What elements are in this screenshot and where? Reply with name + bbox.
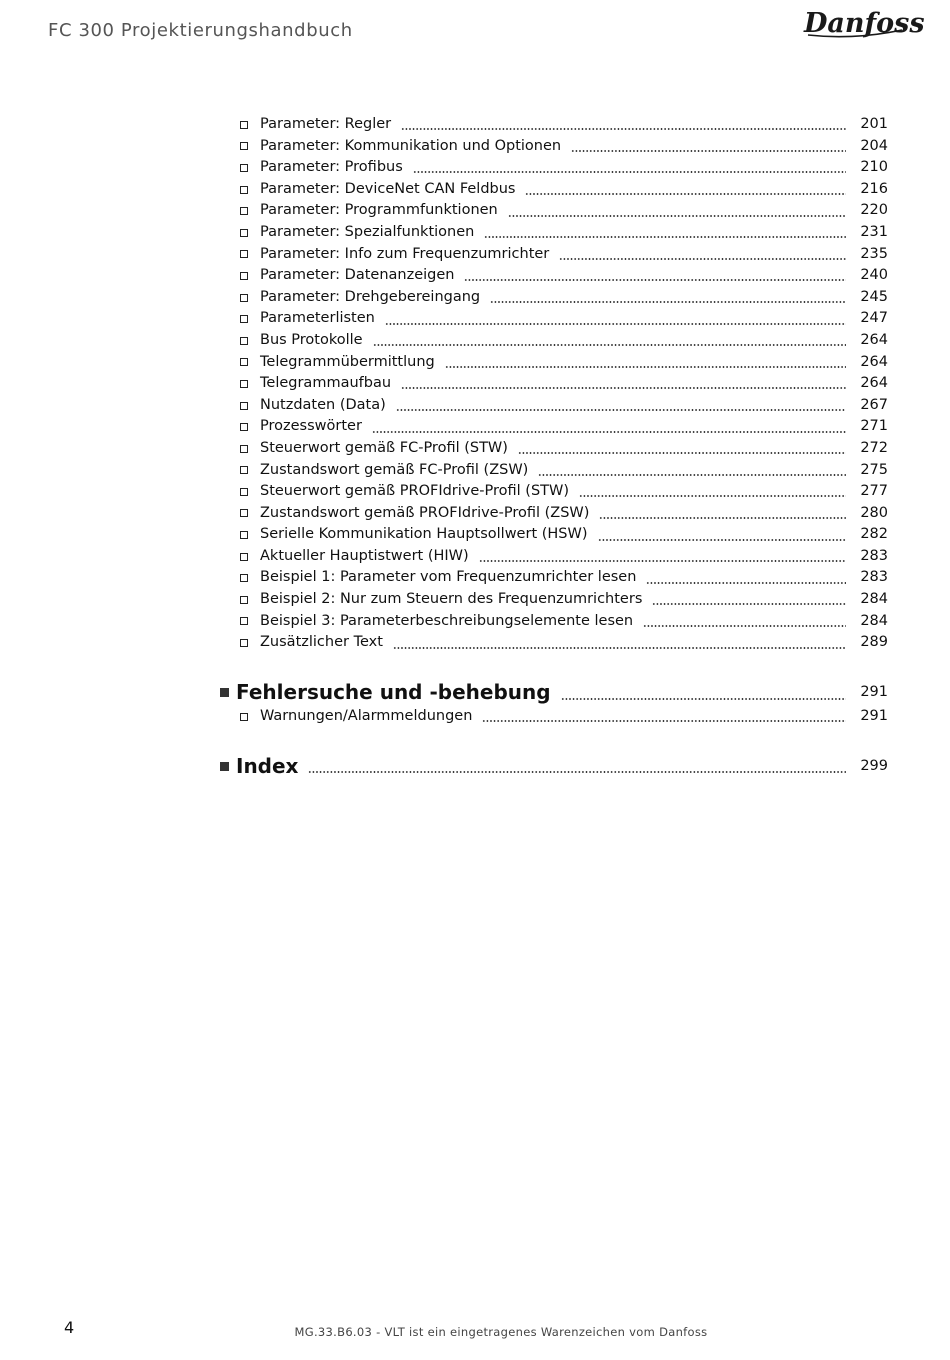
toc-entry[interactable] xyxy=(220,200,888,222)
dot-leader xyxy=(445,366,846,368)
toc-chapter-index[interactable] xyxy=(220,753,888,779)
toc-page-number: 264 xyxy=(860,353,888,370)
toc-entry-label: Zustandswort gemäß PROFIdrive-Profil (ZSW) xyxy=(260,504,590,521)
hollow-square-bullet-icon xyxy=(240,294,248,302)
toc-entry[interactable] xyxy=(220,567,888,589)
dot-leader xyxy=(373,344,846,346)
hollow-square-bullet-icon xyxy=(240,596,248,604)
toc-page-number: 282 xyxy=(860,526,888,543)
toc-page-number: 283 xyxy=(860,569,888,586)
dot-leader xyxy=(646,582,846,584)
toc-page-number: 245 xyxy=(860,288,888,305)
hollow-square-bullet-icon xyxy=(240,142,248,150)
hollow-square-bullet-icon xyxy=(240,445,248,453)
toc-page-number: 240 xyxy=(860,267,888,284)
hollow-square-bullet-icon xyxy=(240,380,248,388)
toc-entry[interactable] xyxy=(220,330,888,352)
toc-entry-label: Nutzdaten (Data) xyxy=(260,396,386,413)
hollow-square-bullet-icon xyxy=(240,315,248,323)
toc-entry[interactable] xyxy=(220,706,888,728)
toc-entry-label: Beispiel 1: Parameter vom Frequenzumrichter lesen xyxy=(260,569,637,586)
filled-square-bullet-icon xyxy=(220,762,229,771)
toc-entry[interactable] xyxy=(220,632,888,654)
dot-leader xyxy=(561,698,846,700)
toc-page-number: 231 xyxy=(860,223,888,240)
hollow-square-bullet-icon xyxy=(240,617,248,625)
toc-entry[interactable] xyxy=(220,287,888,309)
toc-entry[interactable] xyxy=(220,589,888,611)
toc-entry-label: Telegrammübermittlung xyxy=(260,353,435,370)
toc-entry[interactable] xyxy=(220,611,888,633)
hollow-square-bullet-icon xyxy=(240,402,248,410)
dot-leader xyxy=(401,387,846,389)
dot-leader xyxy=(598,539,847,541)
toc-entry[interactable] xyxy=(220,352,888,374)
toc-chapter-fehlersuche[interactable] xyxy=(220,680,888,706)
toc-entry-label: Steuerwort gemäß PROFIdrive-Profil (STW) xyxy=(260,483,570,500)
dot-leader xyxy=(579,495,846,497)
hollow-square-bullet-icon xyxy=(240,207,248,215)
svg-text:Danfoss: Danfoss xyxy=(804,8,925,39)
toc-entry[interactable] xyxy=(220,524,888,546)
page-footer xyxy=(0,1325,950,1339)
toc-page-number: 284 xyxy=(860,591,888,608)
toc-entry[interactable] xyxy=(220,481,888,503)
dot-leader xyxy=(490,301,846,303)
toc-entry-label: Telegrammaufbau xyxy=(260,375,392,392)
toc-entry[interactable] xyxy=(220,503,888,525)
dot-leader xyxy=(571,150,846,152)
toc-page-number: 283 xyxy=(860,547,888,564)
hollow-square-bullet-icon xyxy=(240,229,248,237)
toc-entry-label: Parameter: Info zum Frequenzumrichter xyxy=(260,245,550,262)
toc-entry[interactable] xyxy=(220,546,888,568)
hollow-square-bullet-icon xyxy=(240,553,248,561)
toc-entry-label: Parameter: Drehgebereingang xyxy=(260,288,481,305)
dot-leader xyxy=(599,517,846,519)
toc-entry-label: Aktueller Hauptistwert (HIW) xyxy=(260,547,469,564)
dot-leader xyxy=(518,452,846,454)
toc-entry-label: Beispiel 3: Parameterbeschreibungselemente lesen xyxy=(260,612,634,629)
dot-leader xyxy=(401,128,846,130)
toc-entry-label: Parameter: Datenanzeigen xyxy=(260,267,455,284)
hollow-square-bullet-icon xyxy=(240,164,248,172)
toc-page-number: 291 xyxy=(860,684,888,701)
toc-page-number: 235 xyxy=(860,245,888,262)
toc-entry[interactable] xyxy=(220,244,888,266)
hollow-square-bullet-icon xyxy=(240,337,248,345)
hollow-square-bullet-icon xyxy=(240,423,248,431)
toc-entry-label: Steuerwort gemäß FC-Profil (STW) xyxy=(260,439,508,456)
dot-leader xyxy=(479,560,846,562)
toc-entry-label: Prozesswörter xyxy=(260,418,362,435)
toc-entry-label: Parameter: DeviceNet CAN Feldbus xyxy=(260,180,516,197)
dot-leader xyxy=(559,258,846,260)
toc-chapter-label: Index xyxy=(236,753,299,778)
toc-page-number: 275 xyxy=(860,461,888,478)
dot-leader xyxy=(484,236,846,238)
toc-page-number: 272 xyxy=(860,439,888,456)
toc-entry[interactable] xyxy=(220,308,888,330)
toc-entry-label: Parameter: Programmfunktionen xyxy=(260,202,498,219)
toc-entry[interactable] xyxy=(220,373,888,395)
hollow-square-bullet-icon xyxy=(240,509,248,517)
toc-page-number: 299 xyxy=(860,757,888,774)
toc-entry-label: Parameter: Spezialfunktionen xyxy=(260,223,475,240)
toc-entry[interactable] xyxy=(220,179,888,201)
hollow-square-bullet-icon xyxy=(240,488,248,496)
toc-entry-list xyxy=(220,114,888,654)
dot-leader xyxy=(508,215,846,217)
filled-square-bullet-icon xyxy=(220,688,229,697)
toc-page-number: 271 xyxy=(860,418,888,435)
toc-page-number: 201 xyxy=(860,116,888,132)
hollow-square-bullet-icon xyxy=(240,250,248,258)
toc-page-number: 289 xyxy=(860,634,888,651)
toc-entry[interactable] xyxy=(220,395,888,417)
toc-entry-label: Bus Protokolle xyxy=(260,331,363,348)
toc-entry-label: Parameter: Regler xyxy=(260,116,392,132)
dot-leader xyxy=(413,171,846,173)
footer-text: MG.33.B6.03 - VLT ist ein eingetragenes Warenzeichen vom Danfoss xyxy=(294,1325,708,1339)
hollow-square-bullet-icon xyxy=(240,121,248,129)
toc-page-number: 210 xyxy=(860,159,888,176)
toc-entry[interactable] xyxy=(220,136,888,158)
page-header-title: FC 300 Projektierungshandbuch xyxy=(48,20,353,41)
hollow-square-bullet-icon xyxy=(240,713,248,721)
hollow-square-bullet-icon xyxy=(240,186,248,194)
toc-page-number: 264 xyxy=(860,375,888,392)
toc-entry-label: Beispiel 2: Nur zum Steuern des Frequenzumrichters xyxy=(260,591,643,608)
hollow-square-bullet-icon xyxy=(240,466,248,474)
toc-entry-label: Warnungen/Alarmmeldungen xyxy=(260,707,473,724)
danfoss-logo xyxy=(802,4,925,42)
toc-entry-label: Zusätzlicher Text xyxy=(260,634,383,651)
toc-entry-label: Serielle Kommunikation Hauptsollwert (HSW) xyxy=(260,526,588,543)
hollow-square-bullet-icon xyxy=(240,358,248,366)
dot-leader xyxy=(652,603,846,605)
dot-leader xyxy=(525,193,846,195)
dot-leader xyxy=(538,474,846,476)
toc-page-number: 220 xyxy=(860,202,888,219)
toc-entry-label: Parameter: Kommunikation und Optionen xyxy=(260,137,562,154)
dot-leader xyxy=(482,720,846,722)
toc-page-number: 216 xyxy=(860,180,888,197)
toc-entry-label: Zustandswort gemäß FC-Profil (ZSW) xyxy=(260,461,529,478)
hollow-square-bullet-icon xyxy=(240,574,248,582)
toc-page-number: 280 xyxy=(860,504,888,521)
dot-leader xyxy=(393,647,846,649)
dot-leader xyxy=(308,771,846,773)
toc-chapter-label: Fehlersuche und -behebung xyxy=(236,680,551,705)
dot-leader xyxy=(643,625,846,627)
dot-leader xyxy=(372,431,846,433)
toc-page-number: 204 xyxy=(860,137,888,154)
dot-leader xyxy=(464,279,846,281)
toc-entry[interactable] xyxy=(220,265,888,287)
toc-entry[interactable] xyxy=(220,438,888,460)
toc-page-number: 284 xyxy=(860,612,888,629)
dot-leader xyxy=(385,323,846,325)
dot-leader xyxy=(396,409,846,411)
toc-page-number: 264 xyxy=(860,331,888,348)
toc-entry[interactable] xyxy=(220,114,888,136)
toc-page-number: 291 xyxy=(860,707,888,724)
toc-page-number: 267 xyxy=(860,396,888,413)
toc-entry[interactable] xyxy=(220,222,888,244)
toc-page-number: 277 xyxy=(860,483,888,500)
toc-entry[interactable] xyxy=(220,157,888,179)
hollow-square-bullet-icon xyxy=(240,272,248,280)
toc-entry[interactable] xyxy=(220,460,888,482)
hollow-square-bullet-icon xyxy=(240,531,248,539)
page-number: 4 xyxy=(64,1318,75,1337)
toc-page-number: 247 xyxy=(860,310,888,327)
table-of-contents xyxy=(220,114,888,779)
toc-entry[interactable] xyxy=(220,416,888,438)
toc-entry-label: Parameterlisten xyxy=(260,310,375,327)
toc-entry-label: Parameter: Profibus xyxy=(260,159,403,176)
hollow-square-bullet-icon xyxy=(240,639,248,647)
